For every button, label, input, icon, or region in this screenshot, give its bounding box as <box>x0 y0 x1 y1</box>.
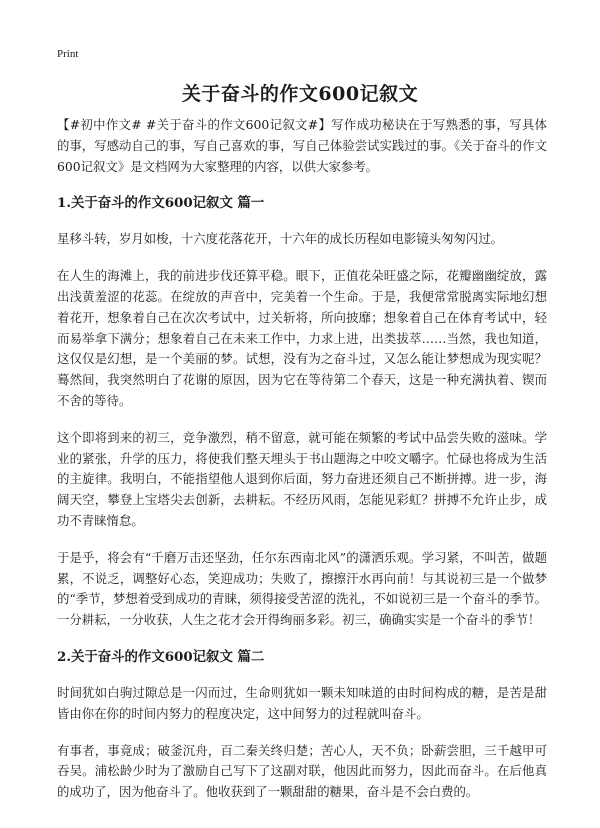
body-paragraph: 时间犹如白驹过隙总是一闪而过，生命则犹如一颗未知味道的由时间构成的糖，是苦是甜皆由你在你的时间内努力的程度决定，这中间努力的过程就叫奋斗。 <box>57 684 547 721</box>
document-title: 关于奋斗的作文600记叙文 <box>181 83 419 105</box>
body-paragraph: 这个即将到来的初三，竞争激烈，稍不留意，就可能在频繁的考试中品尝失败的滋味。学业的紧张，升学的压力，将使我们整天埋头于书山题海之中咬文嚼字。忙碌也将成为生活的主旋律。我明白，不能指望他人退到你后面，努力奋进还须自己不断拼搏。进一步，海阔天空，攀登上宝塔尖去创新，去耕耘。不经历风雨，怎能见彩虹？拼搏不允许止步，成功不青睐惰怠。 <box>57 429 547 528</box>
intro-paragraph: 【#初中作文# #关于奋斗的作文600记叙文#】写作成功秘诀在于写熟悉的事，写具体的事，写感动自己的事，写自己喜欢的事，写自己体验尝试实践过的事。《关于奋斗的作文600记叙文》是文档网为大家整理的内容，以供大家参考。 <box>57 117 547 174</box>
body-paragraph: 于是乎，将会有“千磨万击还坚劲，任尔东西南北风”的潇洒乐观。学习紧，不叫苦，做题累，不说乏，调整好心态，笑迎成功；失败了，擦擦汗水再向前！与其说初三是一个做梦的“季节，梦想着受到成功的青睐，须得接受苦涩的洗礼，不如说初三是一个奋斗的季节。一分耕耘，一分收获，人生之花才会开得绚丽多彩。初三，确确实实是一个奋斗的季节！ <box>57 549 547 628</box>
document-body <box>57 115 547 819</box>
body-paragraph: 在人生的海滩上，我的前进步伐还算平稳。眼下，正值花朵旺盛之际，花瓣幽幽绽放，露出浅黄羞涩的花蕊。在绽放的声音中，完美着一个生命。于是，我便常常脱离实际地幻想着花开，想象着自己在次次考试中，过关斩将，所向披靡；想象着自己在体育考试中，轻而易举拿下满分；想象着自己在未来工作中，力求上进，出类拔萃……当然，我也知道，这仅仅是幻想，是一个美丽的梦。试想，没有为之奋斗过，又怎么能让梦想成为现实呢？蓦然间，我突然明白了花谢的原因，因为它在等待第二个春天，这是一种充满执着、锲而不舍的等待。 <box>57 268 547 408</box>
body-paragraph: 有事者，事竟成；破釜沉舟，百二秦关终归楚；苦心人，天不负；卧薪尝胆，三千越甲可吞吴。浦松龄少时为了激励自己写下了这副对联，他因此而努力，因此而奋斗。在后他真的成功了，因为他奋斗了。他收获到了一颗甜甜的糖果，奋斗是不会白费的。 <box>57 742 547 800</box>
body-paragraph: 星移斗转，岁月如梭，十六度花落花开，十六年的成长历程如电影镜头匆匆闪过。 <box>57 231 504 247</box>
print-link[interactable]: Print <box>57 48 79 60</box>
section-heading-2: 2.关于奋斗的作文600记叙文 篇二 <box>57 648 265 665</box>
section-heading-1: 1.关于奋斗的作文600记叙文 篇一 <box>57 195 265 212</box>
